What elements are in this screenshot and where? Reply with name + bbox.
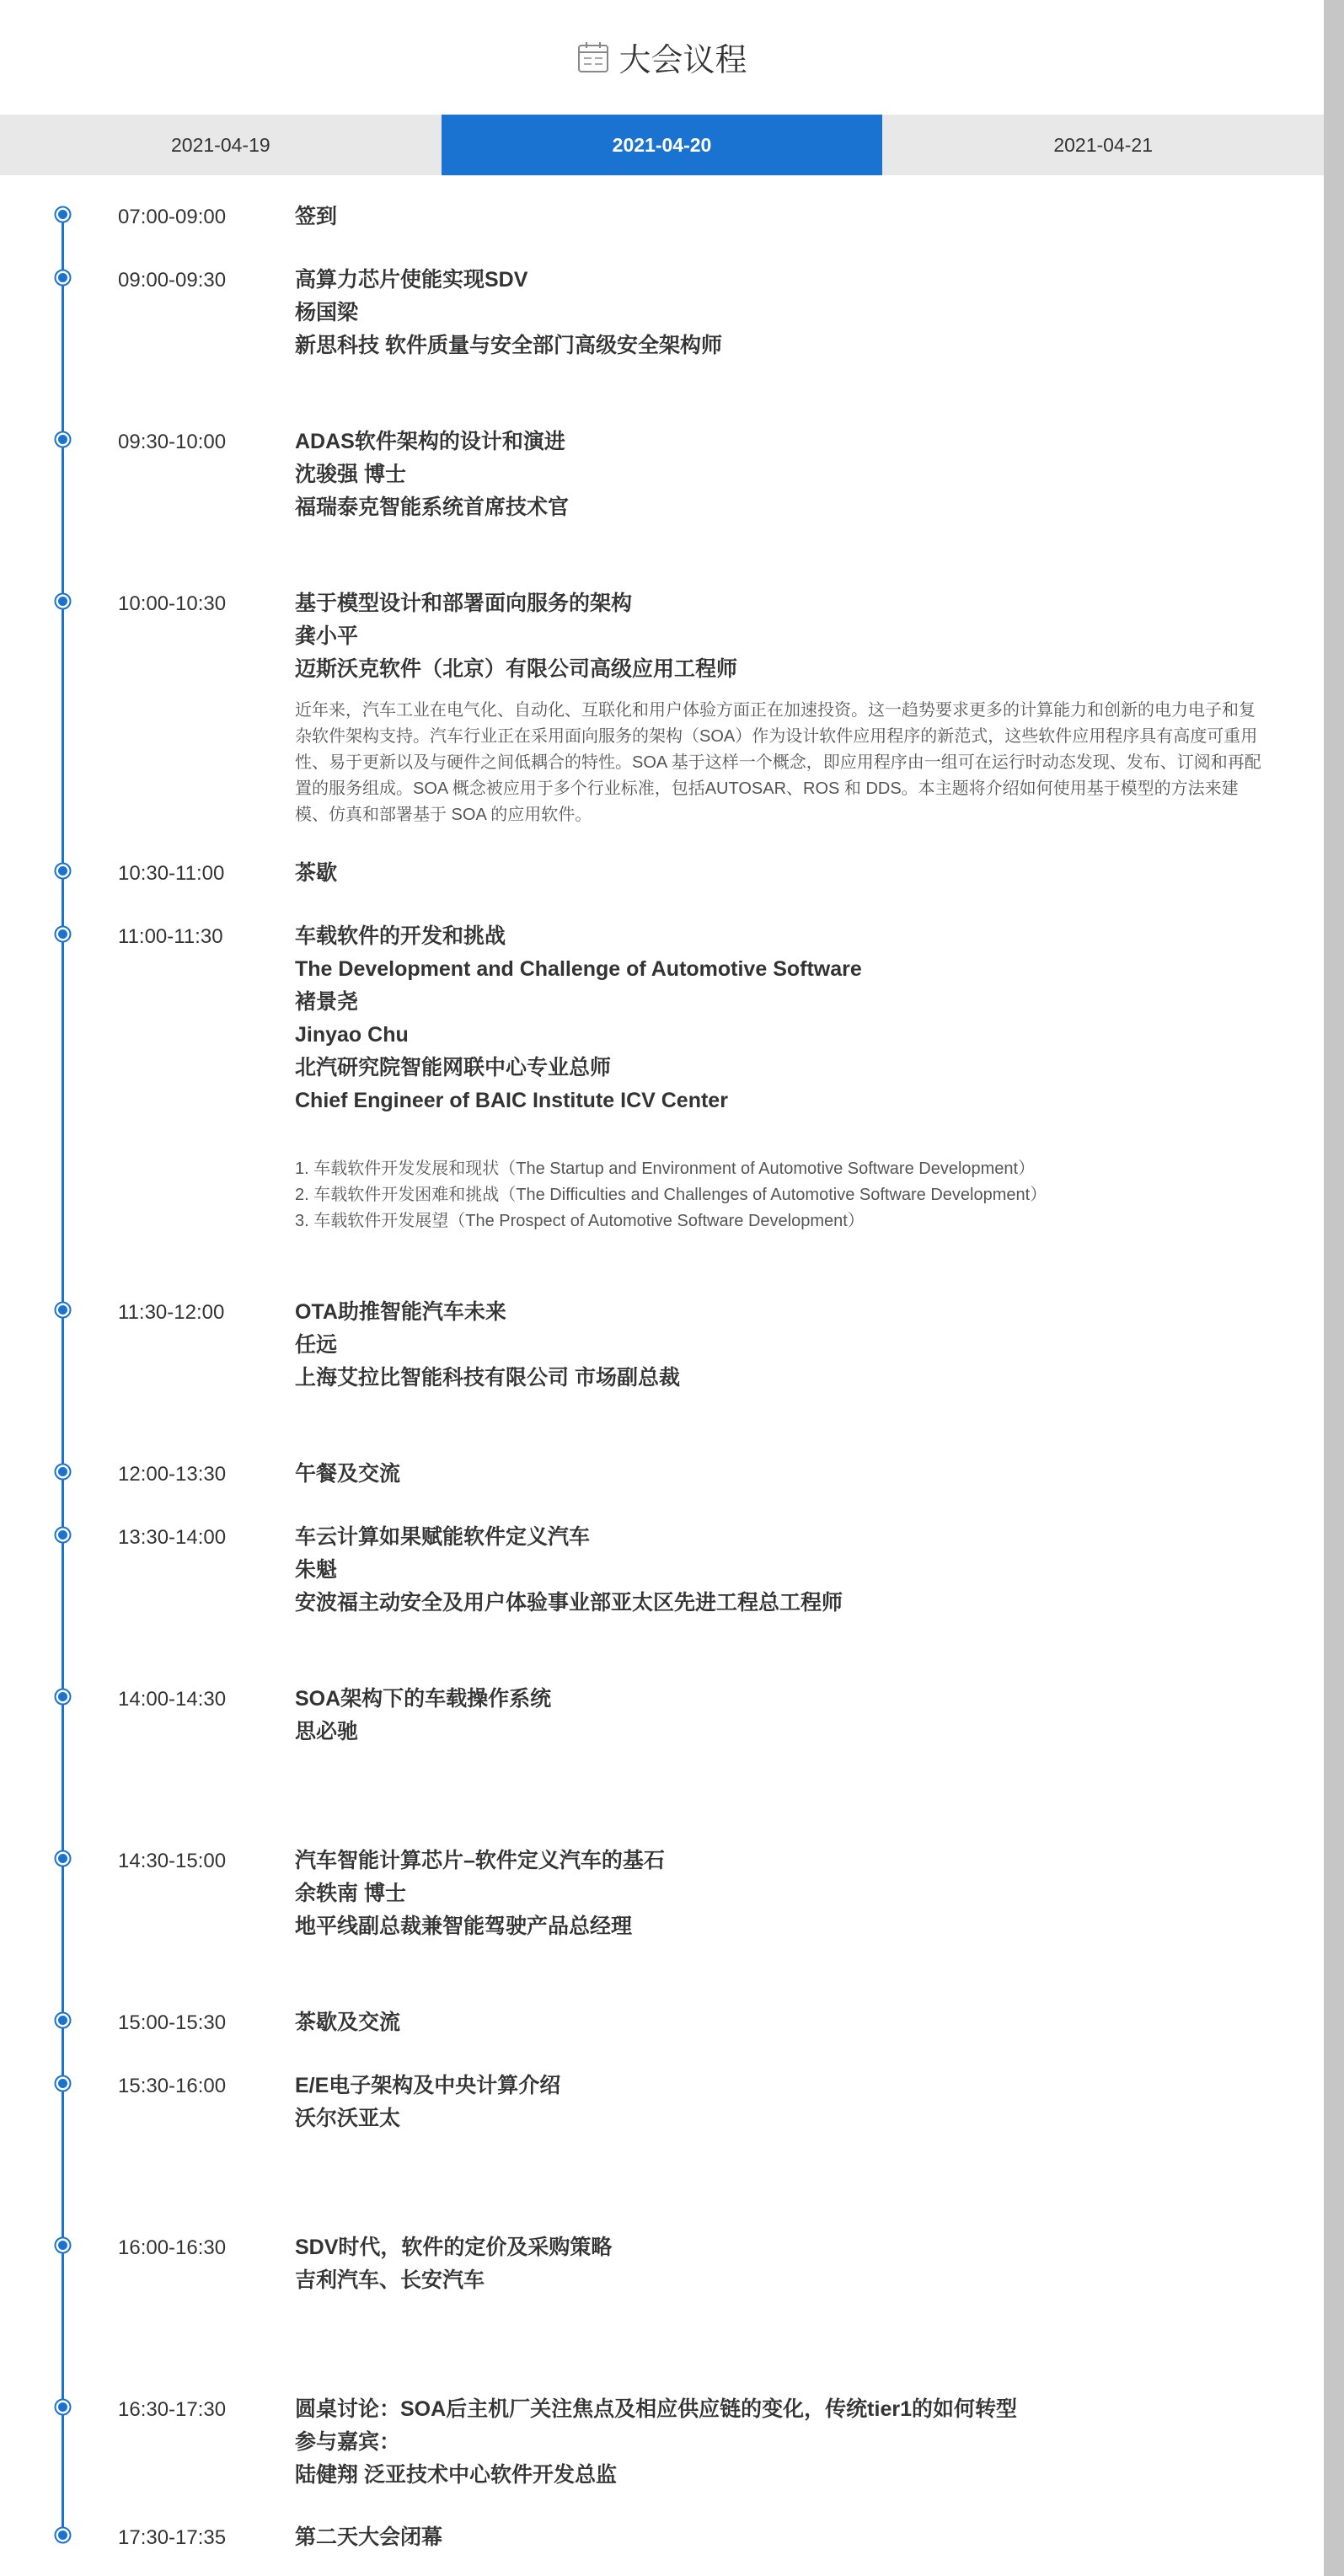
schedule-content — [295, 2521, 1264, 2554]
schedule-time: 11:30-12:00 — [118, 1301, 225, 1324]
schedule-time: 10:00-10:30 — [118, 592, 227, 615]
session-detail: 吉利汽车、长安汽车 — [295, 2268, 485, 2292]
schedule-time: 10:30-11:00 — [118, 862, 225, 885]
timeline-dot-icon — [54, 269, 72, 287]
timeline-dot-icon — [54, 1688, 72, 1706]
page-title-wrap — [576, 34, 747, 80]
session-title: ADAS软件架构的设计和演进 — [295, 430, 565, 453]
schedule-content — [295, 857, 1264, 890]
session-detail: 参与嘉宾： — [295, 2430, 401, 2454]
timeline-dot-icon — [54, 2011, 72, 2029]
schedule-content — [295, 2393, 1264, 2492]
session-detail: 思必驰 — [295, 1720, 359, 1743]
session-detail: 余轶南 博士 — [295, 1882, 406, 1905]
session-title: 签到 — [295, 205, 338, 228]
session-detail: 北汽研究院智能网联中心专业总师 — [295, 1056, 612, 1079]
session-detail: 沃尔沃亚太 — [295, 2107, 401, 2130]
timeline-line — [62, 207, 64, 2528]
schedule-time: 16:00-16:30 — [118, 2236, 227, 2259]
schedule-content — [295, 920, 1264, 1234]
session-detail: Jinyao Chu — [295, 1023, 409, 1047]
session-title: 第二天大会闭幕 — [295, 2525, 443, 2549]
schedule-time: 14:00-14:30 — [118, 1688, 227, 1711]
session-point: 3. 车载软件开发展望（The Prospect of Automotive Software Development） — [295, 1212, 865, 1230]
schedule-time: 07:00-09:00 — [118, 206, 227, 228]
session-title: 茶歇及交流 — [295, 2011, 401, 2034]
timeline-dot-icon — [54, 431, 72, 448]
timeline-dot-icon — [54, 2398, 72, 2416]
timeline-dot-icon — [54, 1301, 72, 1319]
timeline-dot-icon — [54, 2075, 72, 2092]
session-point: 2. 车载软件开发困难和挑战（The Difficulties and Challenges of Automotive Software Development） — [295, 1186, 1047, 1204]
session-detail: 褚景尧 — [295, 990, 359, 1014]
schedule-content — [295, 2231, 1264, 2297]
timeline-dot-icon — [54, 2236, 72, 2254]
calendar-icon — [576, 40, 610, 74]
schedule-content — [295, 2070, 1264, 2135]
schedule-time: 17:30-17:35 — [118, 2526, 227, 2549]
session-detail: 沈骏强 博士 — [295, 463, 406, 486]
timeline-dot-icon — [54, 1526, 72, 1544]
session-detail: 任远 — [295, 1333, 338, 1357]
timeline-dot-icon — [54, 1463, 72, 1481]
session-title: SOA架构下的车载操作系统 — [295, 1687, 552, 1711]
page-header — [0, 34, 1324, 84]
schedule-time: 15:30-16:00 — [118, 2075, 227, 2097]
timeline-dot-icon — [54, 206, 72, 223]
session-detail: The Development and Challenge of Automotive Software — [295, 957, 862, 981]
schedule-content — [295, 426, 1264, 524]
session-title: 午餐及交流 — [295, 1462, 401, 1486]
session-detail: Chief Engineer of BAIC Institute ICV Center — [295, 1089, 728, 1112]
session-title: 茶歇 — [295, 861, 338, 885]
session-points — [295, 1156, 1264, 1234]
schedule-content — [295, 2006, 1264, 2039]
tab-2021-04-21[interactable]: 2021-04-21 — [882, 115, 1324, 175]
schedule-time: 15:00-15:30 — [118, 2011, 227, 2034]
session-title: OTA助推智能汽车未来 — [295, 1300, 506, 1324]
session-title: 车云计算如果赋能软件定义汽车 — [295, 1525, 591, 1549]
schedule-content — [295, 587, 1264, 828]
date-tabs — [0, 115, 1324, 175]
session-detail: 福瑞泰克智能系统首席技术官 — [295, 495, 570, 519]
schedule-content — [295, 1845, 1264, 1943]
session-detail: 朱魁 — [295, 1558, 338, 1582]
timeline-dot-icon — [54, 925, 72, 943]
schedule-time: 14:30-15:00 — [118, 1850, 227, 1872]
page-title: 大会议程 — [618, 43, 747, 78]
session-detail: 上海艾拉比智能科技有限公司 市场副总裁 — [295, 1366, 680, 1390]
schedule-content — [295, 1521, 1264, 1620]
session-title: 基于模型设计和部署面向服务的架构 — [295, 592, 633, 615]
timeline-dot-icon — [54, 1850, 72, 1867]
scrollbar[interactable] — [1324, 0, 1344, 2576]
session-detail: 新思科技 软件质量与安全部门高级安全架构师 — [295, 334, 722, 357]
schedule-time: 09:30-10:00 — [118, 431, 227, 453]
session-title: 高算力芯片使能实现SDV — [295, 268, 528, 292]
timeline-dot-icon — [54, 862, 72, 880]
schedule-content — [295, 1683, 1264, 1749]
schedule-content — [295, 1296, 1264, 1395]
session-title: 圆桌讨论：SOA后主机厂关注焦点及相应供应链的变化，传统tier1的如何转型 — [295, 2397, 1017, 2421]
tab-2021-04-19[interactable]: 2021-04-19 — [0, 115, 442, 175]
timeline-dot-icon — [54, 2526, 72, 2544]
session-point: 1. 车载软件开发发展和现状（The Startup and Environment of Automotive Software Development） — [295, 1159, 1036, 1178]
session-description: 近年来，汽车工业在电气化、自动化、互联化和用户体验方面正在加速投资。这一趋势要求更多的计算能力和创新的电力电子和复杂软件架构支持。汽车行业正在采用面向服务的架构（SOA）作为设计软件应用程序的新范式，这些软件应用程序具有高度可重用性、易于更新以及与硬件之间低耦合的特性。SOA 基于这样一个概念，即应用程序由一组可在运行时动态发现、发布、订阅和再配置的服务组成。SOA 概念被应用于多个行业标准，包括AUTOSAR、ROS 和 DDS。本主题将介绍如何使用基于模型的方法来建模、仿真和部署基于 SOA 的应用软件。 — [295, 701, 1261, 824]
session-title: 汽车智能计算芯片–软件定义汽车的基石 — [295, 1849, 665, 1872]
session-detail: 杨国梁 — [295, 301, 359, 324]
schedule-time: 09:00-09:30 — [118, 269, 227, 292]
session-title: E/E电子架构及中央计算介绍 — [295, 2074, 561, 2097]
timeline-dot-icon — [54, 592, 72, 610]
session-detail: 陆健翔 泛亚技术中心软件开发总监 — [295, 2463, 617, 2487]
session-detail: 龚小平 — [295, 624, 359, 648]
session-title: 车载软件的开发和挑战 — [295, 924, 506, 948]
schedule-content — [295, 201, 1264, 233]
session-title: SDV时代，软件的定价及采购策略 — [295, 2236, 613, 2259]
schedule-content — [295, 264, 1264, 362]
schedule-content — [295, 1458, 1264, 1491]
session-detail: 地平线副总裁兼智能驾驶产品总经理 — [295, 1915, 633, 1938]
session-detail: 安波福主动安全及用户体验事业部亚太区先进工程总工程师 — [295, 1591, 843, 1615]
schedule-time: 12:00-13:30 — [118, 1463, 227, 1486]
schedule-time: 16:30-17:30 — [118, 2398, 227, 2421]
session-detail: 迈斯沃克软件（北京）有限公司高级应用工程师 — [295, 657, 738, 681]
schedule-time: 13:30-14:00 — [118, 1526, 227, 1549]
schedule-time: 11:00-11:30 — [118, 925, 223, 948]
tab-2021-04-20[interactable]: 2021-04-20 — [442, 115, 883, 175]
